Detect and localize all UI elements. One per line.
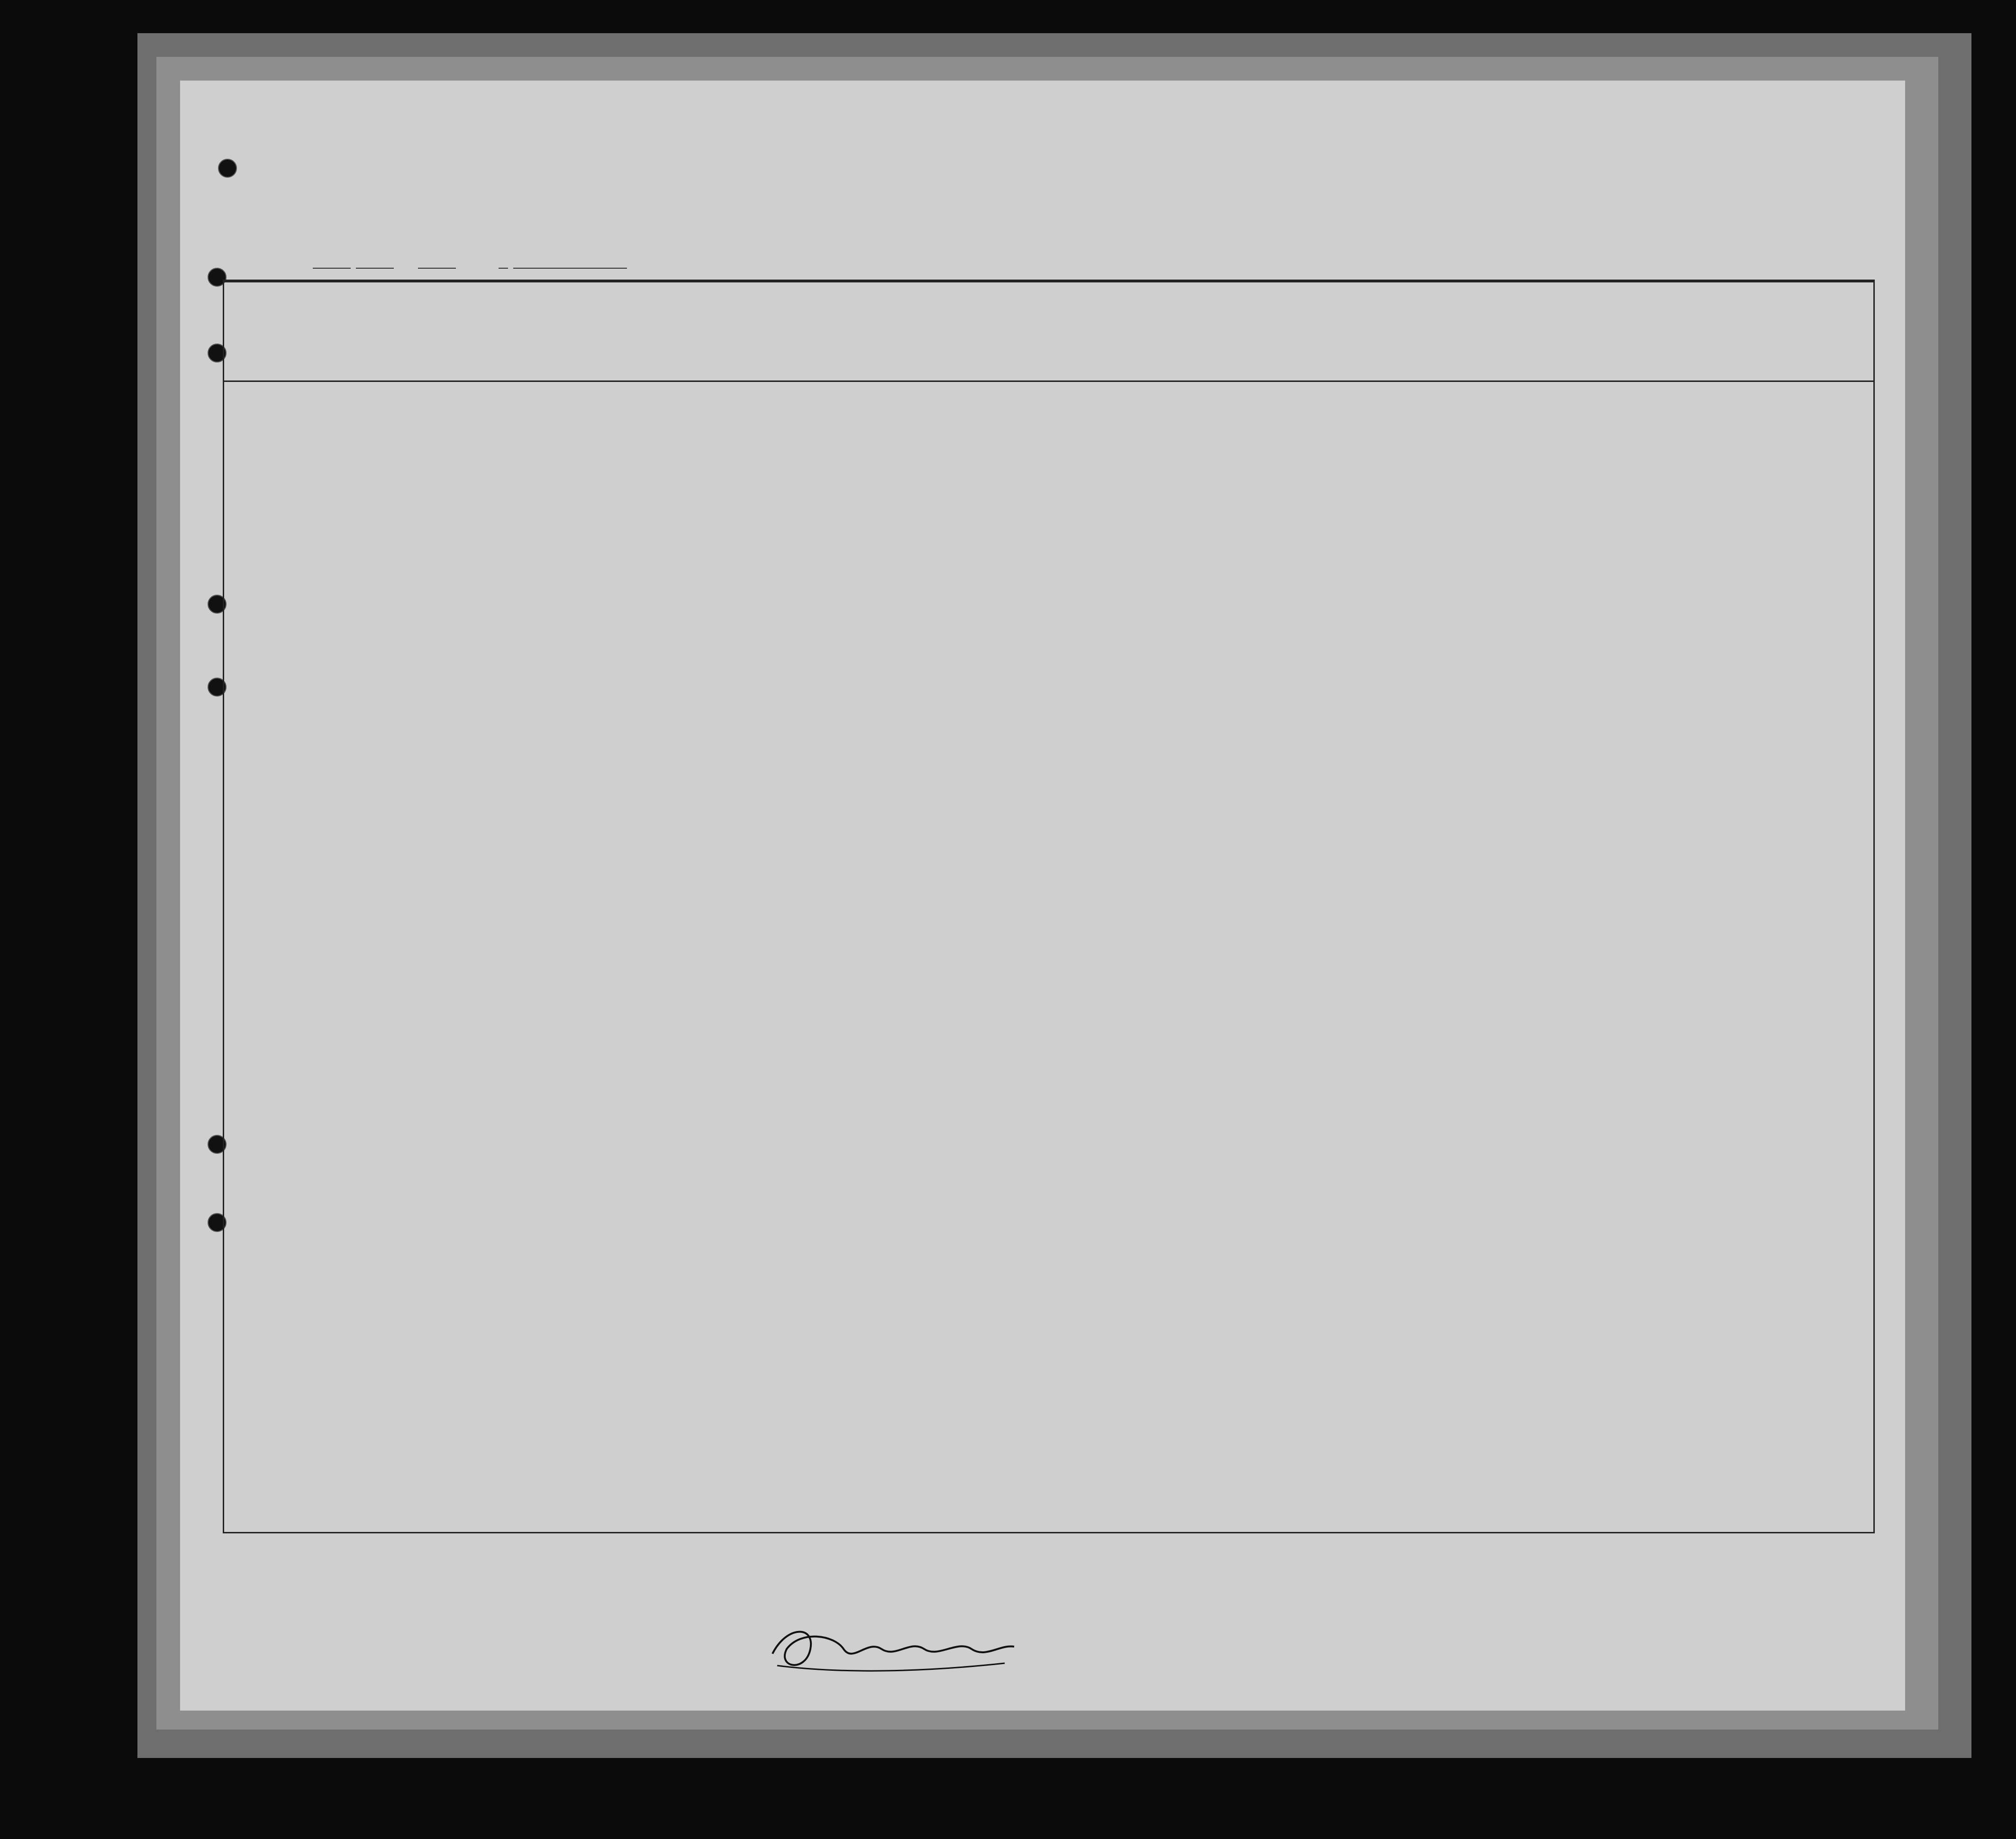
manifest-sheet — [180, 81, 1905, 1711]
inspector-signature — [758, 1621, 1024, 1677]
check-marks — [180, 81, 1905, 1711]
